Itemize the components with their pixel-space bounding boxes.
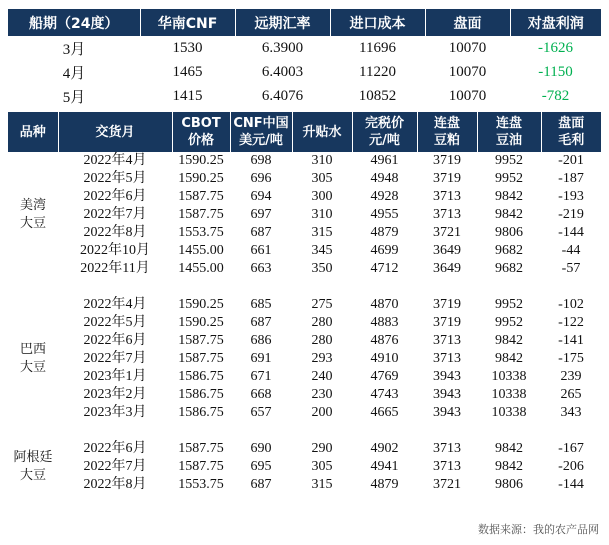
table-cell: 9952 bbox=[495, 171, 523, 186]
table-cell: 657 bbox=[250, 405, 272, 420]
data-source-note: 数据来源：我的农产品网 bbox=[478, 523, 599, 536]
table-cell: 2023年1月 bbox=[83, 369, 147, 384]
table-cell: 275 bbox=[311, 297, 333, 312]
column-header bbox=[58, 112, 172, 152]
table-row bbox=[8, 170, 601, 188]
table-cell: 5月 bbox=[62, 89, 86, 106]
column-header-line: 豆粕 bbox=[433, 133, 460, 148]
group-label-line: 大豆 bbox=[19, 468, 46, 483]
table-cell: 685 bbox=[250, 297, 272, 312]
table-cell: 9842 bbox=[495, 441, 523, 456]
table-cell: 1530 bbox=[172, 39, 203, 56]
table-cell: 2022年5月 bbox=[83, 315, 147, 330]
table-cell: 315 bbox=[311, 225, 333, 240]
table-cell: 9842 bbox=[495, 459, 523, 474]
column-header: 华南CNF bbox=[140, 9, 235, 36]
table-cell: 4910 bbox=[370, 351, 399, 366]
table-cell: 9842 bbox=[495, 189, 523, 204]
table-row bbox=[8, 386, 601, 404]
table-cell: 9682 bbox=[495, 243, 523, 258]
table-row bbox=[8, 368, 601, 386]
table-cell: 10070 bbox=[448, 39, 487, 56]
column-header-line: CBOT bbox=[181, 116, 221, 131]
table-cell: 4902 bbox=[370, 441, 399, 456]
table-row bbox=[8, 36, 601, 60]
table-cell: 3943 bbox=[433, 387, 461, 402]
table-cell: 9952 bbox=[495, 297, 523, 312]
table-cell: 240 bbox=[311, 369, 333, 384]
table-cell: 310 bbox=[311, 207, 333, 222]
table-cell: 3719 bbox=[433, 315, 461, 330]
table-cell: 2022年4月 bbox=[83, 153, 147, 168]
column-header bbox=[8, 112, 58, 152]
group-label bbox=[8, 440, 58, 494]
table-cell: 9806 bbox=[495, 225, 523, 240]
table-cell: 1415 bbox=[172, 87, 203, 104]
table-cell: 3721 bbox=[433, 225, 461, 240]
table-cell: 9682 bbox=[495, 261, 523, 276]
table-cell: 3943 bbox=[433, 405, 461, 420]
table-cell: 4665 bbox=[370, 405, 399, 420]
table-cell: 2022年7月 bbox=[83, 459, 147, 474]
table-cell: 3719 bbox=[433, 297, 461, 312]
table-cell: 690 bbox=[250, 441, 272, 456]
table-cell: 3649 bbox=[433, 243, 461, 258]
table-cell: 6.3900 bbox=[261, 39, 304, 56]
group-label-line: 大豆 bbox=[19, 360, 46, 375]
table-cell: 3649 bbox=[433, 261, 461, 276]
table-cell: 3713 bbox=[433, 207, 461, 222]
table-cell: 9952 bbox=[495, 315, 523, 330]
table-row bbox=[8, 476, 601, 494]
table-row bbox=[8, 296, 601, 314]
column-header: 对盘利润 bbox=[510, 9, 601, 36]
table-cell: 1587.75 bbox=[178, 441, 224, 456]
table-row bbox=[8, 224, 601, 242]
table-cell: 1590.25 bbox=[178, 171, 224, 186]
table-cell: 1465 bbox=[172, 63, 203, 80]
table-cell: -141 bbox=[558, 333, 584, 348]
table-cell: 4876 bbox=[370, 333, 399, 348]
group-label bbox=[8, 296, 58, 422]
table-row bbox=[8, 440, 601, 458]
table-row bbox=[8, 332, 601, 350]
column-header bbox=[477, 112, 541, 152]
table-cell: -144 bbox=[558, 477, 584, 492]
table-cell: 9842 bbox=[495, 351, 523, 366]
table-cell: 3943 bbox=[433, 369, 461, 384]
profit-cell: -1626 bbox=[538, 39, 573, 56]
profit-cell: -782 bbox=[541, 87, 570, 104]
spacer-cell bbox=[8, 422, 601, 440]
table-cell: 3713 bbox=[433, 441, 461, 456]
table-cell: 1586.75 bbox=[178, 405, 224, 420]
table-cell: 280 bbox=[311, 333, 333, 348]
table-cell: 10070 bbox=[448, 87, 487, 104]
table-row bbox=[8, 242, 601, 260]
table-cell: 11696 bbox=[359, 39, 396, 56]
table-cell: 2022年7月 bbox=[83, 207, 147, 222]
forward-cost-table bbox=[8, 9, 601, 108]
table-cell: 4883 bbox=[370, 315, 399, 330]
table-cell: 2022年10月 bbox=[80, 243, 150, 258]
table-cell: 4743 bbox=[370, 387, 399, 402]
table-cell: 3713 bbox=[433, 189, 461, 204]
table-cell: 4955 bbox=[370, 207, 399, 222]
table-cell: 2022年6月 bbox=[83, 189, 147, 204]
table-cell: 4879 bbox=[370, 477, 399, 492]
table-cell: 4870 bbox=[370, 297, 399, 312]
soybean-margin-table bbox=[8, 112, 601, 494]
table-cell: 696 bbox=[250, 171, 272, 186]
table-cell: 697 bbox=[250, 207, 272, 222]
table-cell: 2022年11月 bbox=[80, 261, 150, 276]
table-cell: 661 bbox=[250, 243, 272, 258]
table-row bbox=[8, 314, 601, 332]
column-header bbox=[541, 112, 601, 152]
column-header bbox=[292, 112, 352, 152]
column-header-line: CNF中国 bbox=[233, 116, 289, 131]
column-header-line: 美元/吨 bbox=[239, 133, 283, 148]
column-header: 进口成本 bbox=[330, 9, 425, 36]
table-cell: 3719 bbox=[433, 171, 461, 186]
column-header bbox=[352, 112, 417, 152]
table-cell: 663 bbox=[250, 261, 272, 276]
forward-cost-header-row bbox=[8, 9, 601, 36]
column-header-line: 毛利 bbox=[558, 133, 585, 148]
column-header-line: 价格 bbox=[187, 133, 214, 148]
group-spacer bbox=[8, 422, 601, 440]
table-cell: 1553.75 bbox=[178, 477, 224, 492]
table-row bbox=[8, 404, 601, 422]
group-label-line: 大豆 bbox=[19, 216, 46, 231]
table-cell: 10338 bbox=[491, 369, 527, 384]
table-cell: 4769 bbox=[370, 369, 399, 384]
table-cell: 1587.75 bbox=[178, 459, 224, 474]
table-cell: 2023年2月 bbox=[83, 387, 147, 402]
group-label bbox=[8, 152, 58, 278]
soybean-margin-header-row bbox=[8, 112, 601, 152]
table-cell: 3月 bbox=[62, 41, 86, 58]
table-cell: 1590.25 bbox=[178, 297, 224, 312]
table-cell: 265 bbox=[560, 387, 582, 402]
table-cell: 1587.75 bbox=[178, 333, 224, 348]
group-spacer bbox=[8, 278, 601, 296]
column-header-line: 连盘 bbox=[433, 116, 460, 131]
table-cell: 3713 bbox=[433, 351, 461, 366]
table-cell: 350 bbox=[311, 261, 333, 276]
table-cell: 687 bbox=[250, 315, 272, 330]
table-cell: 4961 bbox=[370, 153, 399, 168]
table-cell: 694 bbox=[250, 189, 272, 204]
table-cell: 343 bbox=[560, 405, 582, 420]
table-cell: -144 bbox=[558, 225, 584, 240]
table-cell: 2022年7月 bbox=[83, 351, 147, 366]
table-cell: 10852 bbox=[358, 87, 397, 104]
table-row bbox=[8, 152, 601, 170]
column-header bbox=[172, 112, 230, 152]
table-cell: 11220 bbox=[359, 63, 396, 80]
table-cell: 300 bbox=[311, 189, 333, 204]
table-cell: 668 bbox=[250, 387, 272, 402]
table-cell: 6.4003 bbox=[261, 63, 304, 80]
column-header bbox=[417, 112, 477, 152]
table-cell: 687 bbox=[250, 477, 272, 492]
table-cell: 4699 bbox=[370, 243, 399, 258]
table-row bbox=[8, 60, 601, 84]
table-cell: 687 bbox=[250, 225, 272, 240]
column-header: 盘面 bbox=[425, 9, 510, 36]
table-cell: 2023年3月 bbox=[83, 405, 147, 420]
table-cell: -102 bbox=[558, 297, 584, 312]
table-cell: 3719 bbox=[433, 153, 461, 168]
table-cell: 293 bbox=[311, 351, 333, 366]
table-cell: 6.4076 bbox=[261, 87, 304, 104]
group-label-line: 巴西 bbox=[19, 342, 46, 357]
table-row bbox=[8, 206, 601, 224]
table-cell: 10338 bbox=[491, 387, 527, 402]
column-header-line: 盘面 bbox=[558, 116, 585, 131]
table-cell: 1587.75 bbox=[178, 207, 224, 222]
table-cell: 230 bbox=[311, 387, 333, 402]
table-cell: 9952 bbox=[495, 153, 523, 168]
table-cell: 9842 bbox=[495, 207, 523, 222]
table-row bbox=[8, 350, 601, 368]
table-cell: -201 bbox=[558, 153, 584, 168]
table-cell: 315 bbox=[311, 477, 333, 492]
table-row bbox=[8, 188, 601, 206]
table-cell: 1455.00 bbox=[178, 243, 224, 258]
table-cell: -167 bbox=[558, 441, 584, 456]
table-cell: 9842 bbox=[495, 333, 523, 348]
table-cell: 671 bbox=[250, 369, 272, 384]
column-header-line: 品种 bbox=[19, 124, 46, 140]
table-cell: 4月 bbox=[62, 65, 86, 82]
table-cell: 10338 bbox=[491, 405, 527, 420]
table-cell: 10070 bbox=[448, 63, 487, 80]
table-cell: -193 bbox=[558, 189, 584, 204]
table-cell: -219 bbox=[558, 207, 584, 222]
table-cell: -206 bbox=[558, 459, 584, 474]
table-cell: 4712 bbox=[370, 261, 399, 276]
table-cell: 9806 bbox=[495, 477, 523, 492]
table-cell: 2022年4月 bbox=[83, 297, 147, 312]
column-header-line: 交货月 bbox=[95, 124, 135, 140]
table-cell: 686 bbox=[250, 333, 272, 348]
table-cell: 305 bbox=[311, 171, 333, 186]
table-cell: 290 bbox=[311, 441, 333, 456]
column-header-line: 元/吨 bbox=[369, 133, 400, 148]
table-cell: 2022年6月 bbox=[83, 441, 147, 456]
table-cell: 345 bbox=[311, 243, 333, 258]
column-header bbox=[230, 112, 292, 152]
table-cell: 3713 bbox=[433, 333, 461, 348]
table-cell: 1586.75 bbox=[178, 369, 224, 384]
table-cell: 1553.75 bbox=[178, 225, 224, 240]
table-cell: 2022年6月 bbox=[83, 333, 147, 348]
table-cell: 305 bbox=[311, 459, 333, 474]
table-cell: 691 bbox=[250, 351, 272, 366]
table-row bbox=[8, 260, 601, 278]
profit-cell: -1150 bbox=[538, 63, 573, 80]
table-cell: 1455.00 bbox=[178, 261, 224, 276]
table-cell: 695 bbox=[250, 459, 272, 474]
table-cell: 1587.75 bbox=[178, 189, 224, 204]
table-cell: 1586.75 bbox=[178, 387, 224, 402]
table-row bbox=[8, 84, 601, 108]
table-cell: 2022年8月 bbox=[83, 225, 147, 240]
table-cell: -44 bbox=[561, 243, 581, 258]
table-cell: -175 bbox=[558, 351, 584, 366]
table-cell: 1587.75 bbox=[178, 351, 224, 366]
column-header: 远期汇率 bbox=[235, 9, 330, 36]
table-cell: 239 bbox=[560, 369, 582, 384]
table-cell: 3713 bbox=[433, 459, 461, 474]
table-cell: -187 bbox=[558, 171, 584, 186]
column-header-line: 豆油 bbox=[495, 133, 522, 148]
table-cell: 2022年8月 bbox=[83, 477, 147, 492]
spacer-cell bbox=[8, 278, 601, 296]
table-cell: 2022年5月 bbox=[83, 171, 147, 186]
table-cell: 200 bbox=[311, 405, 333, 420]
table-cell: 1590.25 bbox=[178, 153, 224, 168]
table-cell: -57 bbox=[561, 261, 581, 276]
table-cell: 4941 bbox=[370, 459, 399, 474]
table-cell: 4948 bbox=[370, 171, 399, 186]
table-cell: 3721 bbox=[433, 477, 461, 492]
table-cell: 280 bbox=[311, 315, 333, 330]
table-cell: 1590.25 bbox=[178, 315, 224, 330]
table-cell: 698 bbox=[250, 153, 272, 168]
table-cell: 310 bbox=[311, 153, 333, 168]
group-label-line: 阿根廷 bbox=[13, 450, 53, 465]
column-header-line: 连盘 bbox=[495, 116, 522, 131]
column-header: 船期（24度） bbox=[8, 9, 140, 36]
group-label-line: 美湾 bbox=[19, 198, 46, 213]
table-cell: 4928 bbox=[370, 189, 399, 204]
column-header-line: 完税价 bbox=[364, 116, 404, 131]
table-cell: 4879 bbox=[370, 225, 399, 240]
table-row bbox=[8, 458, 601, 476]
column-header-line: 升贴水 bbox=[302, 124, 342, 140]
table-cell: -122 bbox=[558, 315, 584, 330]
